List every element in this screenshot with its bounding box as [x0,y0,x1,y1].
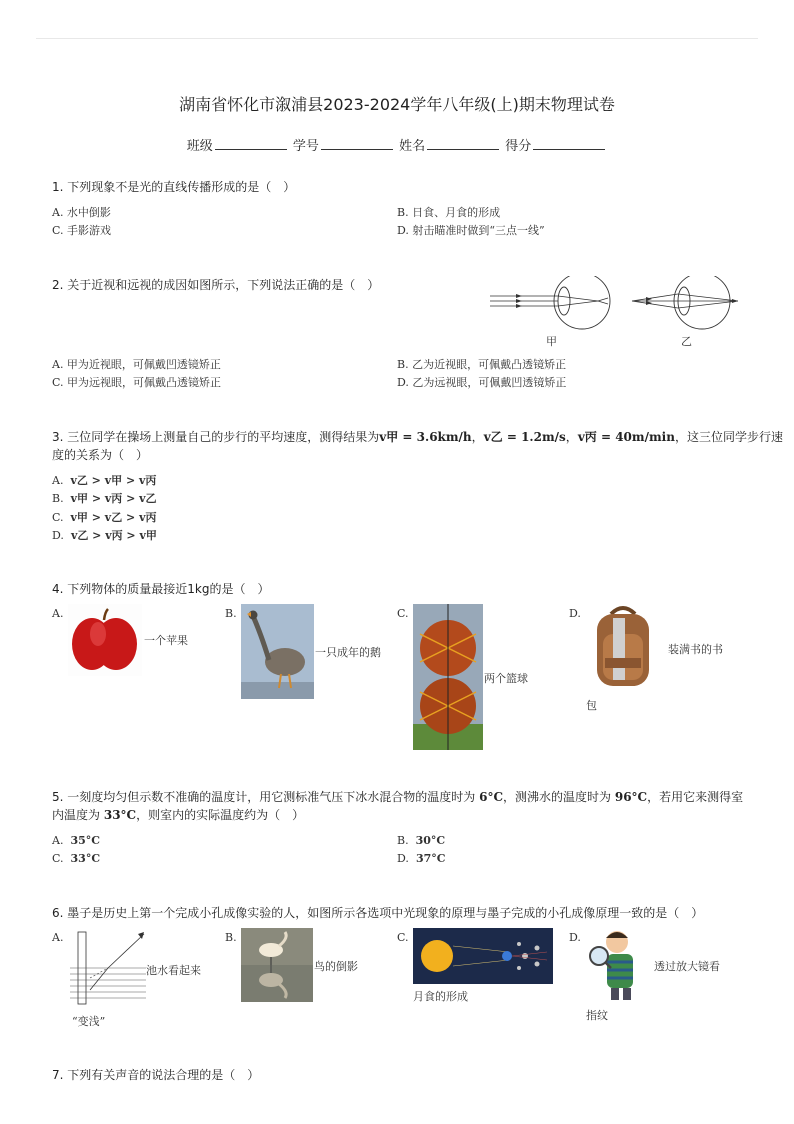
eye-left-label: 甲 [546,335,557,348]
option-letter: D. [52,529,64,542]
question-2-stem: 2. 关于近视和远视的成因如图所示，下列说法正确的是（ ） [52,278,380,292]
question-2-option-c[interactable]: C. 甲为远视眼，可佩戴凸透镜矫正 [52,376,222,389]
question-5-option-c[interactable] [52,851,100,867]
question-1-stem: 1. 下列现象不是光的直线传播形成的是（ ） [52,180,296,194]
eye-left-figure [490,276,610,329]
question-6-letter-b: B. [225,931,237,944]
option-letter: A. [52,834,64,847]
lunar-eclipse-image[interactable] [413,928,553,984]
option-letter: B. [397,834,409,847]
option-letter: D. [397,852,409,865]
name-label: 姓名 [399,139,426,154]
question-6-caption-a-2: “变浅” [72,1015,106,1028]
question-5-stem-text-3: ，若用它来测得室 [647,790,744,804]
option-letter: B. [52,492,64,505]
class-label: 班级 [186,139,213,154]
question-5-option-b[interactable] [397,833,445,849]
question-3-option-b[interactable] [52,491,157,507]
question-6-caption-b: 鸟的倒影 [314,960,358,973]
option-text: v乙 > v丙 > v甲 [70,529,157,542]
exam-title: 湖南省怀化市溆浦县2023-2024学年八年级(上)期末物理试卷 [179,95,615,114]
option-text: 33°C [70,852,101,865]
question-4-letter-d: D. [569,607,581,620]
comma-1: ， [471,430,484,444]
option-text: v甲 > v乙 > v丙 [70,511,157,524]
eye-right-figure [632,276,738,329]
question-3-option-a[interactable] [52,473,156,489]
option-text: 37°C [415,852,446,865]
question-6-caption-c: 月食的形成 [413,990,468,1003]
top-divider [36,38,758,39]
question-1-option-a[interactable]: A. 水中倒影 [52,206,111,219]
option-text: 35°C [70,834,101,847]
eye-right-label: 乙 [681,335,692,348]
comma-2: ， [565,430,578,444]
question-3-stem-text-2: ，这三位同学步行速 [674,430,783,444]
speed-jia: v甲 = 3.6km/h [379,430,472,444]
pool-refraction-image[interactable] [68,928,148,1008]
option-letter: A. [52,474,64,487]
question-6-caption-d-1: 透过放大镜看 [654,960,720,973]
question-2-option-d[interactable]: D. 乙为远视眼，可佩戴凹透镜矫正 [397,376,567,389]
question-4-caption-d-1: 装满书的书 [668,643,723,656]
option-text: v乙 > v甲 > v丙 [70,474,157,487]
bird-reflection-image[interactable] [241,928,313,1002]
question-5-stem-text-1: 5. 一刻度均匀但示数不准确的温度计，用它测标准气压下冰水混合物的温度时为 [52,790,476,804]
option-text: 30°C [415,834,446,847]
apple-image[interactable] [68,604,142,676]
option-letter: C. [52,852,64,865]
question-6-caption-a-1: 池水看起来 [146,964,201,977]
question-6-letter-d: D. [569,931,581,944]
question-4-letter-c: C. [397,607,409,620]
name-blank[interactable] [427,137,499,150]
question-5-option-d[interactable] [397,851,446,867]
question-1-option-d[interactable]: D. 射击瞄准时做到“三点一线” [397,224,545,237]
question-2-option-b[interactable]: B. 乙为近视眼，可佩戴凸透镜矫正 [397,358,567,371]
option-text: v甲 > v丙 > v乙 [70,492,157,505]
question-3-stem-text-1: 3. 三位同学在操场上测量自己的步行的平均速度，测得结果为 [52,430,380,444]
temp-ice-water: 6°C [479,790,504,804]
magnifier-boy-image[interactable] [583,928,653,1000]
question-4-caption-b: 一只成年的鹅 [315,646,381,659]
question-4-letter-b: B. [225,607,237,620]
question-4-letter-a: A. [52,607,64,620]
question-3-option-c[interactable] [52,510,156,526]
number-blank[interactable] [321,137,393,150]
question-5-stem-text-2: ，测沸水的温度时为 [503,790,612,804]
score-blank[interactable] [533,137,605,150]
question-4-caption-c: 两个篮球 [484,672,528,685]
question-5-option-a[interactable] [52,833,100,849]
question-3-option-d[interactable] [52,528,157,544]
question-7-stem: 7. 下列有关声音的说法合理的是（ ） [52,1068,260,1082]
temp-boiling: 96°C [614,790,648,804]
speed-yi: v乙 = 1.2m/s [483,430,566,444]
goose-image[interactable] [241,604,314,699]
question-5-stem-line-2 [52,806,304,824]
question-5-stem-text-4: 内温度为 [52,808,101,822]
question-3-stem-line-2: 度的关系为（ ） [52,448,149,462]
speed-bing: v丙 = 40m/min [577,430,675,444]
question-2-option-a[interactable]: A. 甲为近视眼，可佩戴凹透镜矫正 [52,358,221,371]
question-5-stem-line-1 [52,788,752,806]
backpack-image[interactable] [583,604,665,690]
eye-diagram [486,276,746,348]
question-4-stem: 4. 下列物体的质量最接近1kg的是（ ） [52,582,270,596]
class-blank[interactable] [215,137,287,150]
question-6-letter-a: A. [52,931,64,944]
temp-room: 33°C [103,808,137,822]
score-label: 得分 [505,139,532,154]
question-1-option-b[interactable]: B. 日食、月食的形成 [397,206,501,219]
question-4-caption-a: 一个苹果 [144,634,188,647]
question-3-stem-line-1 [52,428,783,446]
option-letter: C. [52,511,64,524]
number-label: 学号 [292,139,319,154]
question-4-caption-d-2: 包 [586,699,597,712]
basketballs-image[interactable] [413,604,483,750]
question-6-caption-d-2: 指纹 [586,1009,608,1022]
question-6-letter-c: C. [397,931,409,944]
student-info-line [0,135,794,154]
question-6-stem: 6. 墨子是历史上第一个完成小孔成像实验的人，如图所示各选项中光现象的原理与墨子完成的小孔成像原理一致的是（ ） [52,906,704,920]
question-5-stem-text-5: ，则室内的实际温度约为（ ） [136,808,305,822]
question-1-option-c[interactable]: C. 手影游戏 [52,224,112,237]
